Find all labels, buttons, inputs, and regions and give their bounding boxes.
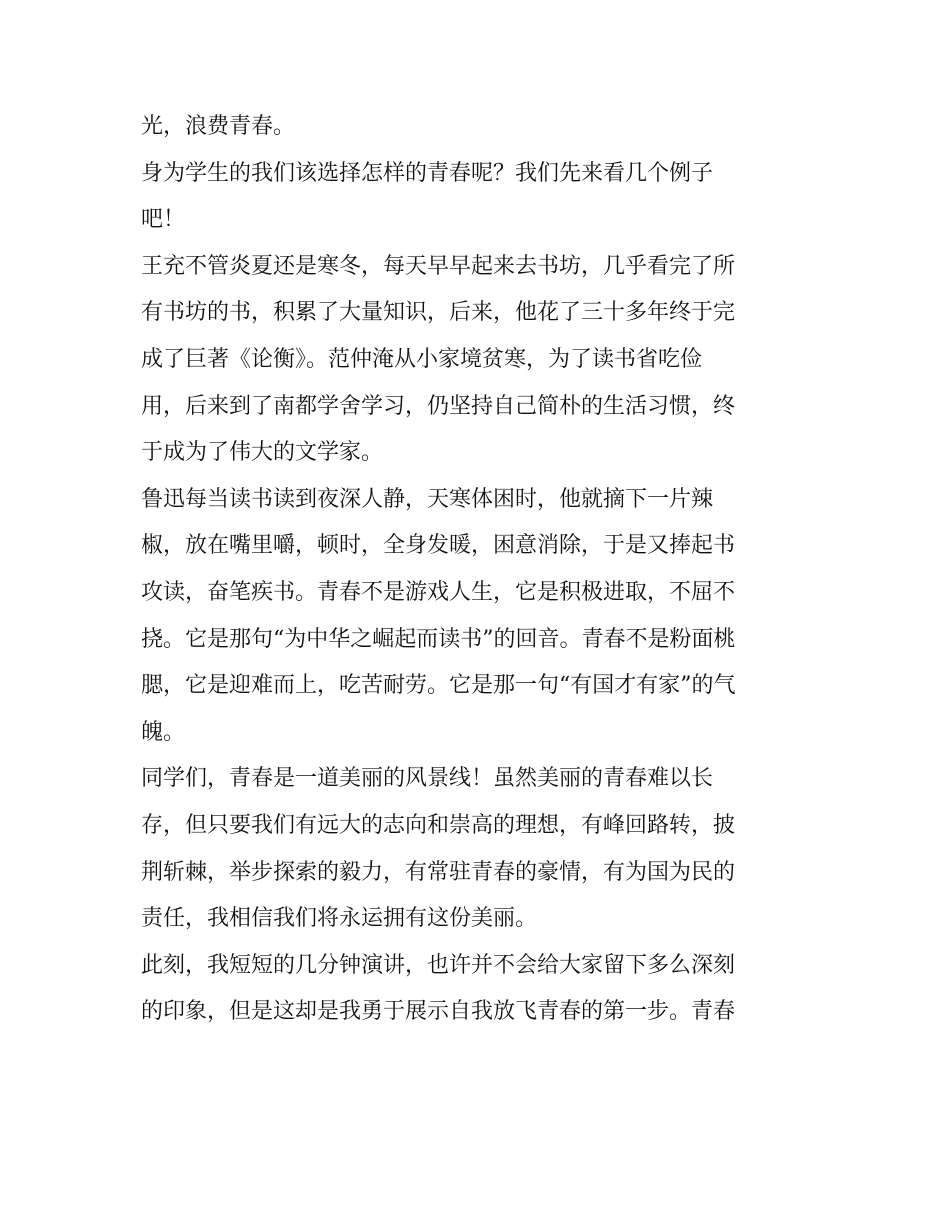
text-line: 责任，我相信我们将永运拥有这份美丽。 bbox=[141, 906, 538, 932]
text-line: 腮，它是迎难而上，吃苦耐劳。它是那一句“有国才有家”的气 bbox=[141, 673, 736, 699]
text-line: 同学们，青春是一道美丽的风景线！虽然美丽的青春难以长 bbox=[141, 766, 714, 792]
text-line: 成了巨著《论衡》。范仲淹从小家境贫寒，为了读书省吃俭 bbox=[141, 346, 703, 372]
text-line: 攻读，奋笔疾书。青春不是游戏人生，它是积极进取，不屈不 bbox=[141, 579, 736, 605]
text-line: 魄。 bbox=[141, 719, 186, 745]
text-line: 用，后来到了南都学舍学习，仍坚持自己简朴的生活习惯，终 bbox=[141, 393, 736, 419]
text-line: 光，浪费青春。 bbox=[141, 114, 296, 139]
text-line: 于成为了伟大的文学家。 bbox=[141, 440, 384, 466]
document-body bbox=[141, 104, 821, 1036]
text-line: 椒，放在嘴里嚼，顿时，全身发暖，困意消除，于是又捧起书 bbox=[141, 533, 736, 559]
text-line: 挠。它是那句“为中华之崛起而读书”的回音。青春不是粉面桃 bbox=[141, 626, 736, 652]
text-line: 荆斩棘，举步探索的毅力，有常驻青春的豪情，有为国为民的 bbox=[141, 859, 736, 885]
text-line: 身为学生的我们该选择怎样的青春呢？我们先来看几个例子 bbox=[141, 160, 714, 186]
text-line: 有书坊的书，积累了大量知识，后来，他花了三十多年终于完 bbox=[141, 300, 736, 326]
text-line: 存，但只要我们有远大的志向和崇高的理想，有峰回路转，披 bbox=[141, 812, 736, 838]
text-line: 吧！ bbox=[141, 207, 186, 233]
text-line: 王充不管炎夏还是寒冬，每天早早起来去书坊，几乎看完了所 bbox=[141, 253, 736, 279]
text-line: 的印象，但是这却是我勇于展示自我放飞青春的第一步。青春 bbox=[141, 999, 736, 1025]
text-line: 鲁迅每当读书读到夜深人静，天寒体困时，他就摘下一片辣 bbox=[141, 486, 714, 512]
text-line: 此刻，我短短的几分钟演讲，也许并不会给大家留下多么深刻 bbox=[141, 952, 736, 978]
